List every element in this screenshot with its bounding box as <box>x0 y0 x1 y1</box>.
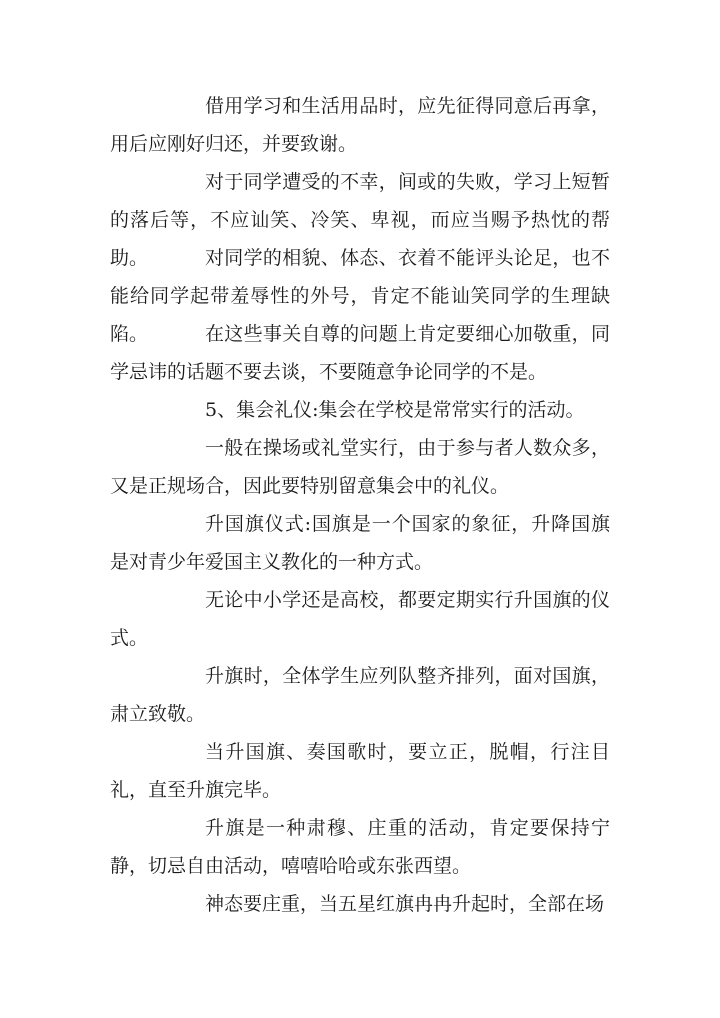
paragraph: 5、集会礼仪:集会在学校是常常实行的活动。 <box>205 399 585 421</box>
paragraph: 升旗时，全体学生应列队整齐排列，面对国旗，肃立致敬。 <box>110 665 610 725</box>
paragraph: 借用学习和生活用品时，应先征得同意后再拿，用后应刚好归还，并要致谢。 <box>110 95 610 155</box>
paragraph: 无论中小学还是高校，都要定期实行升国旗的仪式。 <box>110 589 610 649</box>
paragraph: 神态要庄重，当五星红旗冉冉升起时，全部在场 <box>205 893 605 915</box>
paragraph: 对于同学遭受的不幸，间或的失败，学习上短暂的落后等，不应讪笑、冷笑、卑视，而应当赐予热忱的帮助。 <box>110 171 610 269</box>
paragraph: 当升国旗、奏国歌时，要立正，脱帽，行注目礼，直至升旗完毕。 <box>110 741 610 801</box>
paragraph: 对同学的相貌、体态、衣着不能评头论足，也不能给同学起带羞辱性的外号，肯定不能讪笑同学的生理缺陷。 <box>110 247 610 345</box>
paragraph: 升旗是一种肃穆、庄重的活动，肯定要保持宁静，切忌自由活动，嘻嘻哈哈或东张西望。 <box>110 817 610 877</box>
paragraph: 在这些事关自尊的问题上肯定要细心加敬重，同学忌讳的话题不要去谈，不要随意争论同学的不是。 <box>110 323 610 383</box>
paragraph: 一般在操场或礼堂实行，由于参与者人数众多，又是正规场合，因此要特别留意集会中的礼仪。 <box>110 437 610 497</box>
paragraph: 升国旗仪式:国旗是一个国家的象征，升降国旗是对青少年爱国主义教化的一种方式。 <box>110 513 610 573</box>
